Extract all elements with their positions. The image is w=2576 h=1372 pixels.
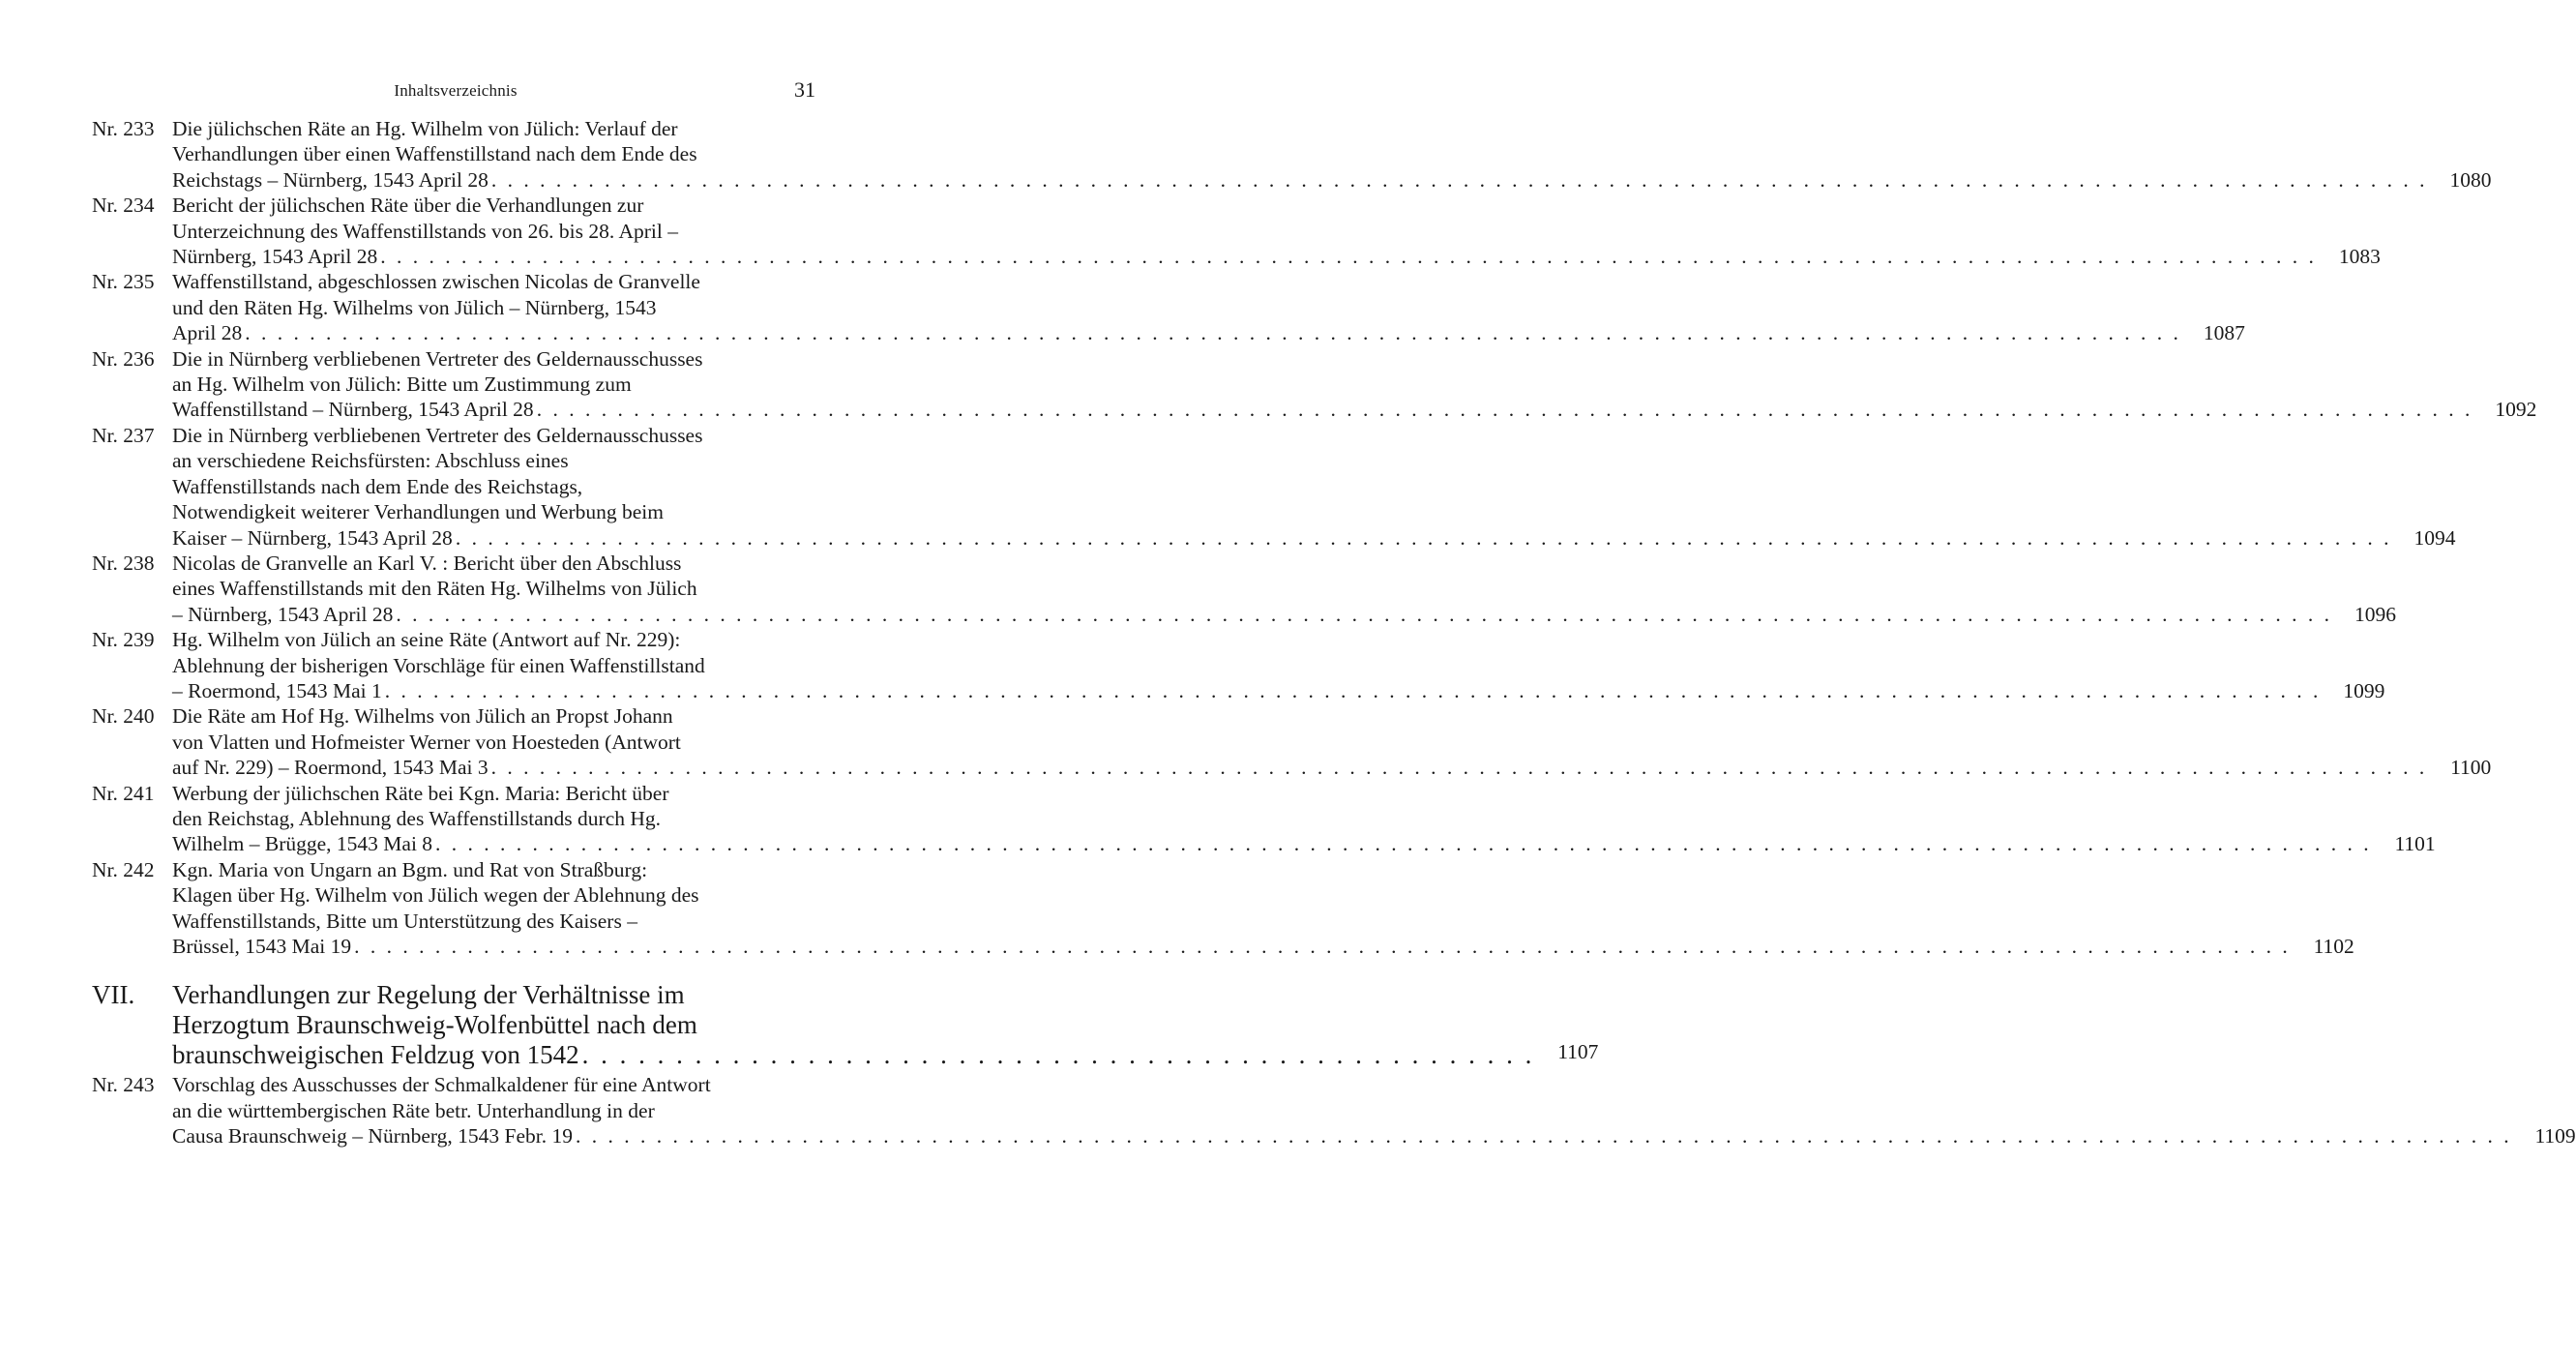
leader-dots: . . . . . . . . . . . . . . . . . . . . . . . . . . . . . . . . . . . . . . . . . . . . . . . . . . . . . . . . . . . . . . . . . . . . . . . . . . . . . . . . . . . . . . . . . . . . . . . . . . . . . . . . . . . . . . . . . . . . . . . . — [455, 525, 2392, 550]
entry-title-line: Ablehnung der bisherigen Vorschläge für einen Waffenstillstand — [172, 653, 705, 677]
entry-title — [172, 1072, 2576, 1148]
entry-page-number: 1100 — [2450, 756, 2492, 780]
entry-last-line — [172, 167, 2492, 193]
toc-entry — [92, 627, 2385, 703]
entry-page-number: 1087 — [2203, 321, 2245, 345]
entry-last-line — [172, 602, 2396, 627]
entry-title-line: eines Waffenstillstands mit den Räten Hg. Wilhelms von Jülich — [172, 577, 697, 601]
section-title-line: Herzogtum Braunschweig-Wolfenbüttel nach dem — [172, 1010, 697, 1040]
entry-title — [172, 551, 2396, 627]
entry-title-line: von Vlatten und Hofmeister Werner von Hoesteden (Antwort — [172, 730, 681, 754]
entry-last-line — [172, 525, 2456, 551]
entry-number: Nr. 233 — [92, 117, 155, 140]
leader-dots: . . . . . . . . . . . . . . . . . . . . . . . . . . . . . . . . . . . . . . . . . . . . . . . . . . . . . . . . . . . . . . . . . . . . . . . . . . . . . . . . . . . . . . . . . . . . . . . . . . . . . . . . . . . . . . . . . . . . . . . . — [354, 935, 2291, 958]
entry-title-line: auf Nr. 229) – Roermond, 1543 Mai 3 — [172, 756, 489, 780]
toc-entry — [92, 269, 2245, 345]
entry-title-line: Notwendigkeit weiterer Verhandlungen und Werbung beim — [172, 500, 664, 524]
entry-title-line: Waffenstillstands, Bitte um Unterstützung des Kaisers – — [172, 909, 637, 933]
entry-page-number: 1083 — [2338, 245, 2381, 269]
toc-entry — [92, 703, 2492, 780]
running-head — [92, 77, 819, 106]
entry-title-line: Hg. Wilhelm von Jülich an seine Räte (Antwort auf Nr. 229): — [172, 628, 681, 652]
toc-entries-group — [92, 116, 2537, 959]
entry-title-line: Reichstags – Nürnberg, 1543 April 28 — [172, 167, 489, 192]
entry-title-line: Causa Braunschweig – Nürnberg, 1543 Febr. 19 — [172, 1124, 574, 1148]
entry-title-line: Nicolas de Granvelle an Karl V. : Bericht über den Abschluss — [172, 551, 682, 575]
entry-title-line: Kaiser – Nürnberg, 1543 April 28 — [172, 525, 453, 550]
entry-title-line: Die in Nürnberg verbliebenen Vertreter des Geldernausschusses — [172, 346, 703, 371]
leader-dots: . . . . . . . . . . . . . . . . . . . . . . . . . . . . . . . . . . . . . . . . . . . . . . . . . . . . . . . . . . . . . . . . . . . . . . . . . . . . . . . . . . . . . . . . . . . . . . . . . . . . . . . . . . . . . . . . . . . . . . . . — [245, 321, 2181, 345]
toc-section-heading — [92, 980, 1599, 1070]
entry-title-line: Bericht der jülichschen Räte über die Verhandlungen zur — [172, 194, 644, 218]
entry-page-number: 1109 — [2534, 1124, 2576, 1148]
entry-number: Nr. 235 — [92, 270, 155, 294]
entry-title-line: Vorschlag des Ausschusses der Schmalkaldener für eine Antwort — [172, 1073, 711, 1097]
entry-page-number: 1094 — [2413, 525, 2456, 550]
leader-dots: . . . . . . . . . . . . . . . . . . . . . . . . . . . . . . . . . . . . . . . . . . . . . . . . . . . . . . . . . . . . . . . . . . . . . . . . . . . . . . . . . . . . . . . . . . . . . . . . . . . . . . . . . . . . . . . . . . . . . . . . — [536, 398, 2473, 422]
entry-number: Nr. 242 — [92, 857, 155, 881]
toc-entry — [92, 116, 2492, 193]
entry-number: Nr. 239 — [92, 628, 155, 652]
entry-title-line: Werbung der jülichschen Räte bei Kgn. Maria: Bericht über — [172, 781, 669, 805]
entry-number: Nr. 240 — [92, 704, 155, 729]
entry-title-line: Verhandlungen über einen Waffenstillstand nach dem Ende des — [172, 142, 697, 166]
section-page: 1107 — [1557, 1040, 1599, 1064]
entry-last-line — [172, 1123, 2576, 1148]
entry-number: Nr. 236 — [92, 346, 155, 371]
running-title: Inhaltsverzeichnis — [394, 81, 518, 100]
toc-entry — [92, 346, 2537, 423]
entry-title-line: Waffenstillstands nach dem Ende des Reichstags, — [172, 474, 583, 498]
entry-number: Nr. 237 — [92, 423, 155, 447]
entry-number: Nr. 238 — [92, 551, 155, 575]
toc-entries-group — [92, 1072, 2576, 1148]
entry-last-line — [172, 244, 2381, 269]
entry-last-line — [172, 831, 2436, 856]
entry-title-line: Die in Nürnberg verbliebenen Vertreter des Geldernausschusses — [172, 423, 703, 447]
leader-dots: . . . . . . . . . . . . . . . . . . . . . . . . . . . . . . . . . . . . . . . . . . . . . . . . . . . . . . . . . . . . . . . . . . . . . . . . . . . . . . . . . . . . . . . . . . . . . . . . . . . . . . . . . . . . . . . . . . . . . . . . — [490, 167, 2428, 192]
entry-number: Nr. 241 — [92, 781, 155, 805]
entry-title-line: Die Räte am Hof Hg. Wilhelms von Jülich an Propst Johann — [172, 704, 673, 729]
entry-title-line: – Nürnberg, 1543 April 28 — [172, 602, 394, 626]
leader-dots: . . . . . . . . . . . . . . . . . . . . . . . . . . . . . . . . . . . . . . . . . . . . . . . . . . . . . . . . . . . . . . . . . . . . . . . . . . . . . . . . . . . . . . . . . . . . . . . . . . . . . . . . . . . . . . . . . . . . . . . . — [384, 678, 2322, 702]
entry-title-line: Nürnberg, 1543 April 28 — [172, 245, 378, 269]
entry-title-line: Brüssel, 1543 Mai 19 — [172, 935, 352, 958]
section-number: VII. — [92, 980, 135, 1010]
entry-title-line: an verschiedene Reichsfürsten: Abschluss eines — [172, 449, 569, 473]
section-title-line: braunschweigischen Feldzug von 1542 — [172, 1040, 579, 1070]
entry-page-number: 1092 — [2495, 398, 2537, 422]
toc-entry — [92, 781, 2436, 857]
entry-title-line: Klagen über Hg. Wilhelm von Jülich wegen der Ablehnung des — [172, 883, 699, 908]
entry-last-line — [172, 320, 2245, 345]
entry-page-number: 1102 — [2313, 935, 2354, 958]
entry-title-line: an Hg. Wilhelm von Jülich: Bitte um Zustimmung zum — [172, 373, 632, 397]
entry-number: Nr. 234 — [92, 194, 155, 218]
entry-title — [172, 346, 2537, 423]
entry-title — [172, 627, 2385, 703]
entry-title-line: – Roermond, 1543 Mai 1 — [172, 678, 382, 702]
toc-entry — [92, 193, 2381, 269]
entry-title — [172, 857, 2354, 960]
toc-entry — [92, 1072, 2576, 1148]
entry-title-line: Waffenstillstand – Nürnberg, 1543 April 28 — [172, 398, 534, 422]
leader-dots: . . . . . . . . . . . . . . . . . . . . . . . . . . . . . . . . . . . . . . . . . . . . . . . . . . . . . . . . . . . . . . . . . . . . . . . . . . . . . . . . . . . . . . . . . . . . . . . . . . . . . . . . . . . . . . . . . . . . . . . . — [380, 245, 2317, 269]
leader-dots: . . . . . . . . . . . . . . . . . . . . . . . . . . . . . . . . . . . . . . . . . . . . . . . . . . . . . . . . . . . . . . . . . . . . . . . . . . . . . . . . . . . . . . . . . . . . . . . . . . . . . . . . . . . . . . . . . . . . . . . . — [396, 602, 2332, 626]
entry-title-line: Wilhelm – Brügge, 1543 Mai 8 — [172, 832, 433, 856]
entry-page-number: 1080 — [2449, 167, 2492, 192]
leader-dots: . . . . . . . . . . . . . . . . . . . . . . . . . . . . . . . . . . . . . . . . . . . . . . . . . . . . . . . . . . . . . . . . . . . . . . . . . . . . . . . . . . . . . . . . . . . . . . . . . . . . . . . . . . . . . . . . . . . . . . . . — [576, 1124, 2512, 1148]
leader-dots: . . . . . . . . . . . . . . . . . . . . . . . . . . . . . . . . . . . . . . . . . . . . . . . . . . . . . . . . . . . . . . . . . . . . . . . . . . . . . . . . . . . . . . . . . . . . . . . . . . . . . . . . . . . . . . . . . . . . . . . . — [490, 756, 2428, 780]
entry-title-line: Kgn. Maria von Ungarn an Bgm. und Rat von Straßburg: — [172, 857, 648, 881]
toc-entry — [92, 423, 2456, 551]
toc-entry — [92, 551, 2396, 627]
section-title-line: Verhandlungen zur Regelung der Verhältnisse im — [172, 980, 685, 1010]
entry-title-line: und den Räten Hg. Wilhelms von Jülich – Nürnberg, 1543 — [172, 295, 657, 319]
entry-title — [172, 116, 2492, 193]
entry-last-line — [172, 934, 2354, 959]
page-number: 31 — [794, 77, 815, 102]
entry-title-line: den Reichstag, Ablehnung des Waffenstillstands durch Hg. — [172, 806, 662, 830]
entry-last-line — [172, 678, 2385, 703]
entry-last-line — [172, 755, 2492, 780]
entry-title-line: Unterzeichnung des Waffenstillstands von 26. bis 28. April – — [172, 219, 678, 243]
entry-title-line: Die jülichschen Räte an Hg. Wilhelm von Jülich: Verlauf der — [172, 117, 678, 140]
entry-page-number: 1101 — [2394, 832, 2436, 856]
entry-title — [172, 703, 2492, 780]
entry-number: Nr. 243 — [92, 1073, 155, 1097]
entry-page-number: 1099 — [2343, 678, 2385, 702]
entry-title — [172, 193, 2381, 269]
entry-title — [172, 781, 2436, 857]
leader-dots: . . . . . . . . . . . . . . . . . . . . . . . . . . . . . . . . . . . . . . . . . . . . . . . . . . . — [581, 1040, 1535, 1070]
leader-dots: . . . . . . . . . . . . . . . . . . . . . . . . . . . . . . . . . . . . . . . . . . . . . . . . . . . . . . . . . . . . . . . . . . . . . . . . . . . . . . . . . . . . . . . . . . . . . . . . . . . . . . . . . . . . . . . . . . . . . . . . — [435, 832, 2372, 856]
table-of-contents — [92, 116, 2576, 1149]
entry-page-number: 1096 — [2354, 602, 2396, 626]
entry-last-line — [172, 397, 2537, 422]
section-title-last-line — [172, 1040, 1599, 1070]
entry-title — [172, 423, 2456, 551]
entry-title-line: Waffenstillstand, abgeschlossen zwischen Nicolas de Granvelle — [172, 270, 700, 294]
section-title — [172, 980, 1599, 1070]
toc-entry — [92, 857, 2354, 960]
entry-title — [172, 269, 2245, 345]
entry-title-line: April 28 — [172, 321, 243, 345]
entry-title-line: an die württembergischen Räte betr. Unterhandlung in der — [172, 1098, 655, 1122]
